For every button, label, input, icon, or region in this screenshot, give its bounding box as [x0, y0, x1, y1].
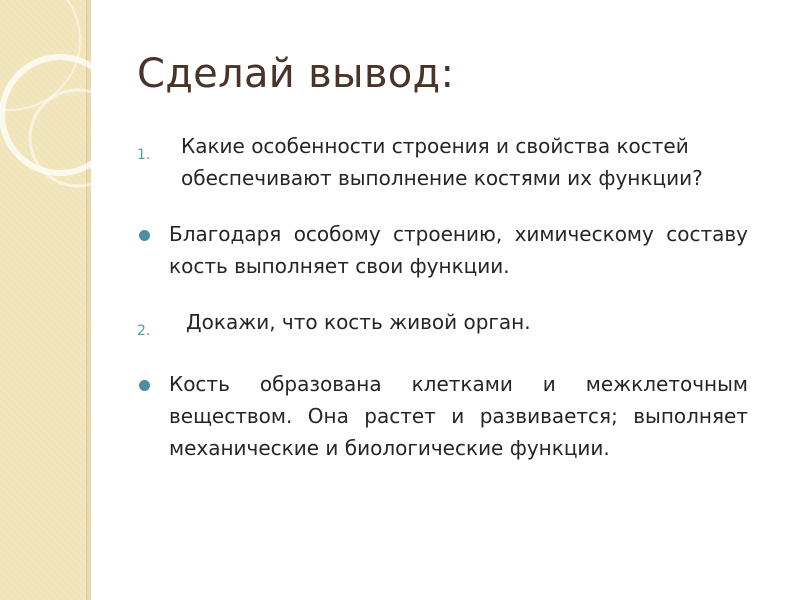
answer-text: Кость образована клетками и межклеточным веществом. Она растет и развивается; выполняет механические и биологические функции. — [169, 372, 748, 460]
answer-item-1 — [137, 218, 748, 282]
question-text: Докажи, что кость живой орган. — [186, 310, 531, 334]
decorative-circles — [0, 0, 200, 250]
number-marker: 2. — [137, 323, 151, 339]
bullet-dot-icon — [139, 230, 150, 241]
answer-item-2 — [137, 368, 748, 464]
number-marker: 1. — [137, 147, 151, 163]
question-text: Какие особенности строения и свойства костей обеспечивают выполнение костями их функции? — [181, 134, 703, 190]
answer-text: Благодаря особому строению, химическому составу кость выполняет свои функции. — [169, 222, 748, 278]
bullet-dot-icon — [139, 380, 150, 391]
question-item-2 — [137, 306, 748, 338]
question-item-1 — [137, 130, 748, 194]
decorative-circle-large — [2, 57, 118, 173]
slide-title: Сделай вывод: — [137, 51, 455, 97]
